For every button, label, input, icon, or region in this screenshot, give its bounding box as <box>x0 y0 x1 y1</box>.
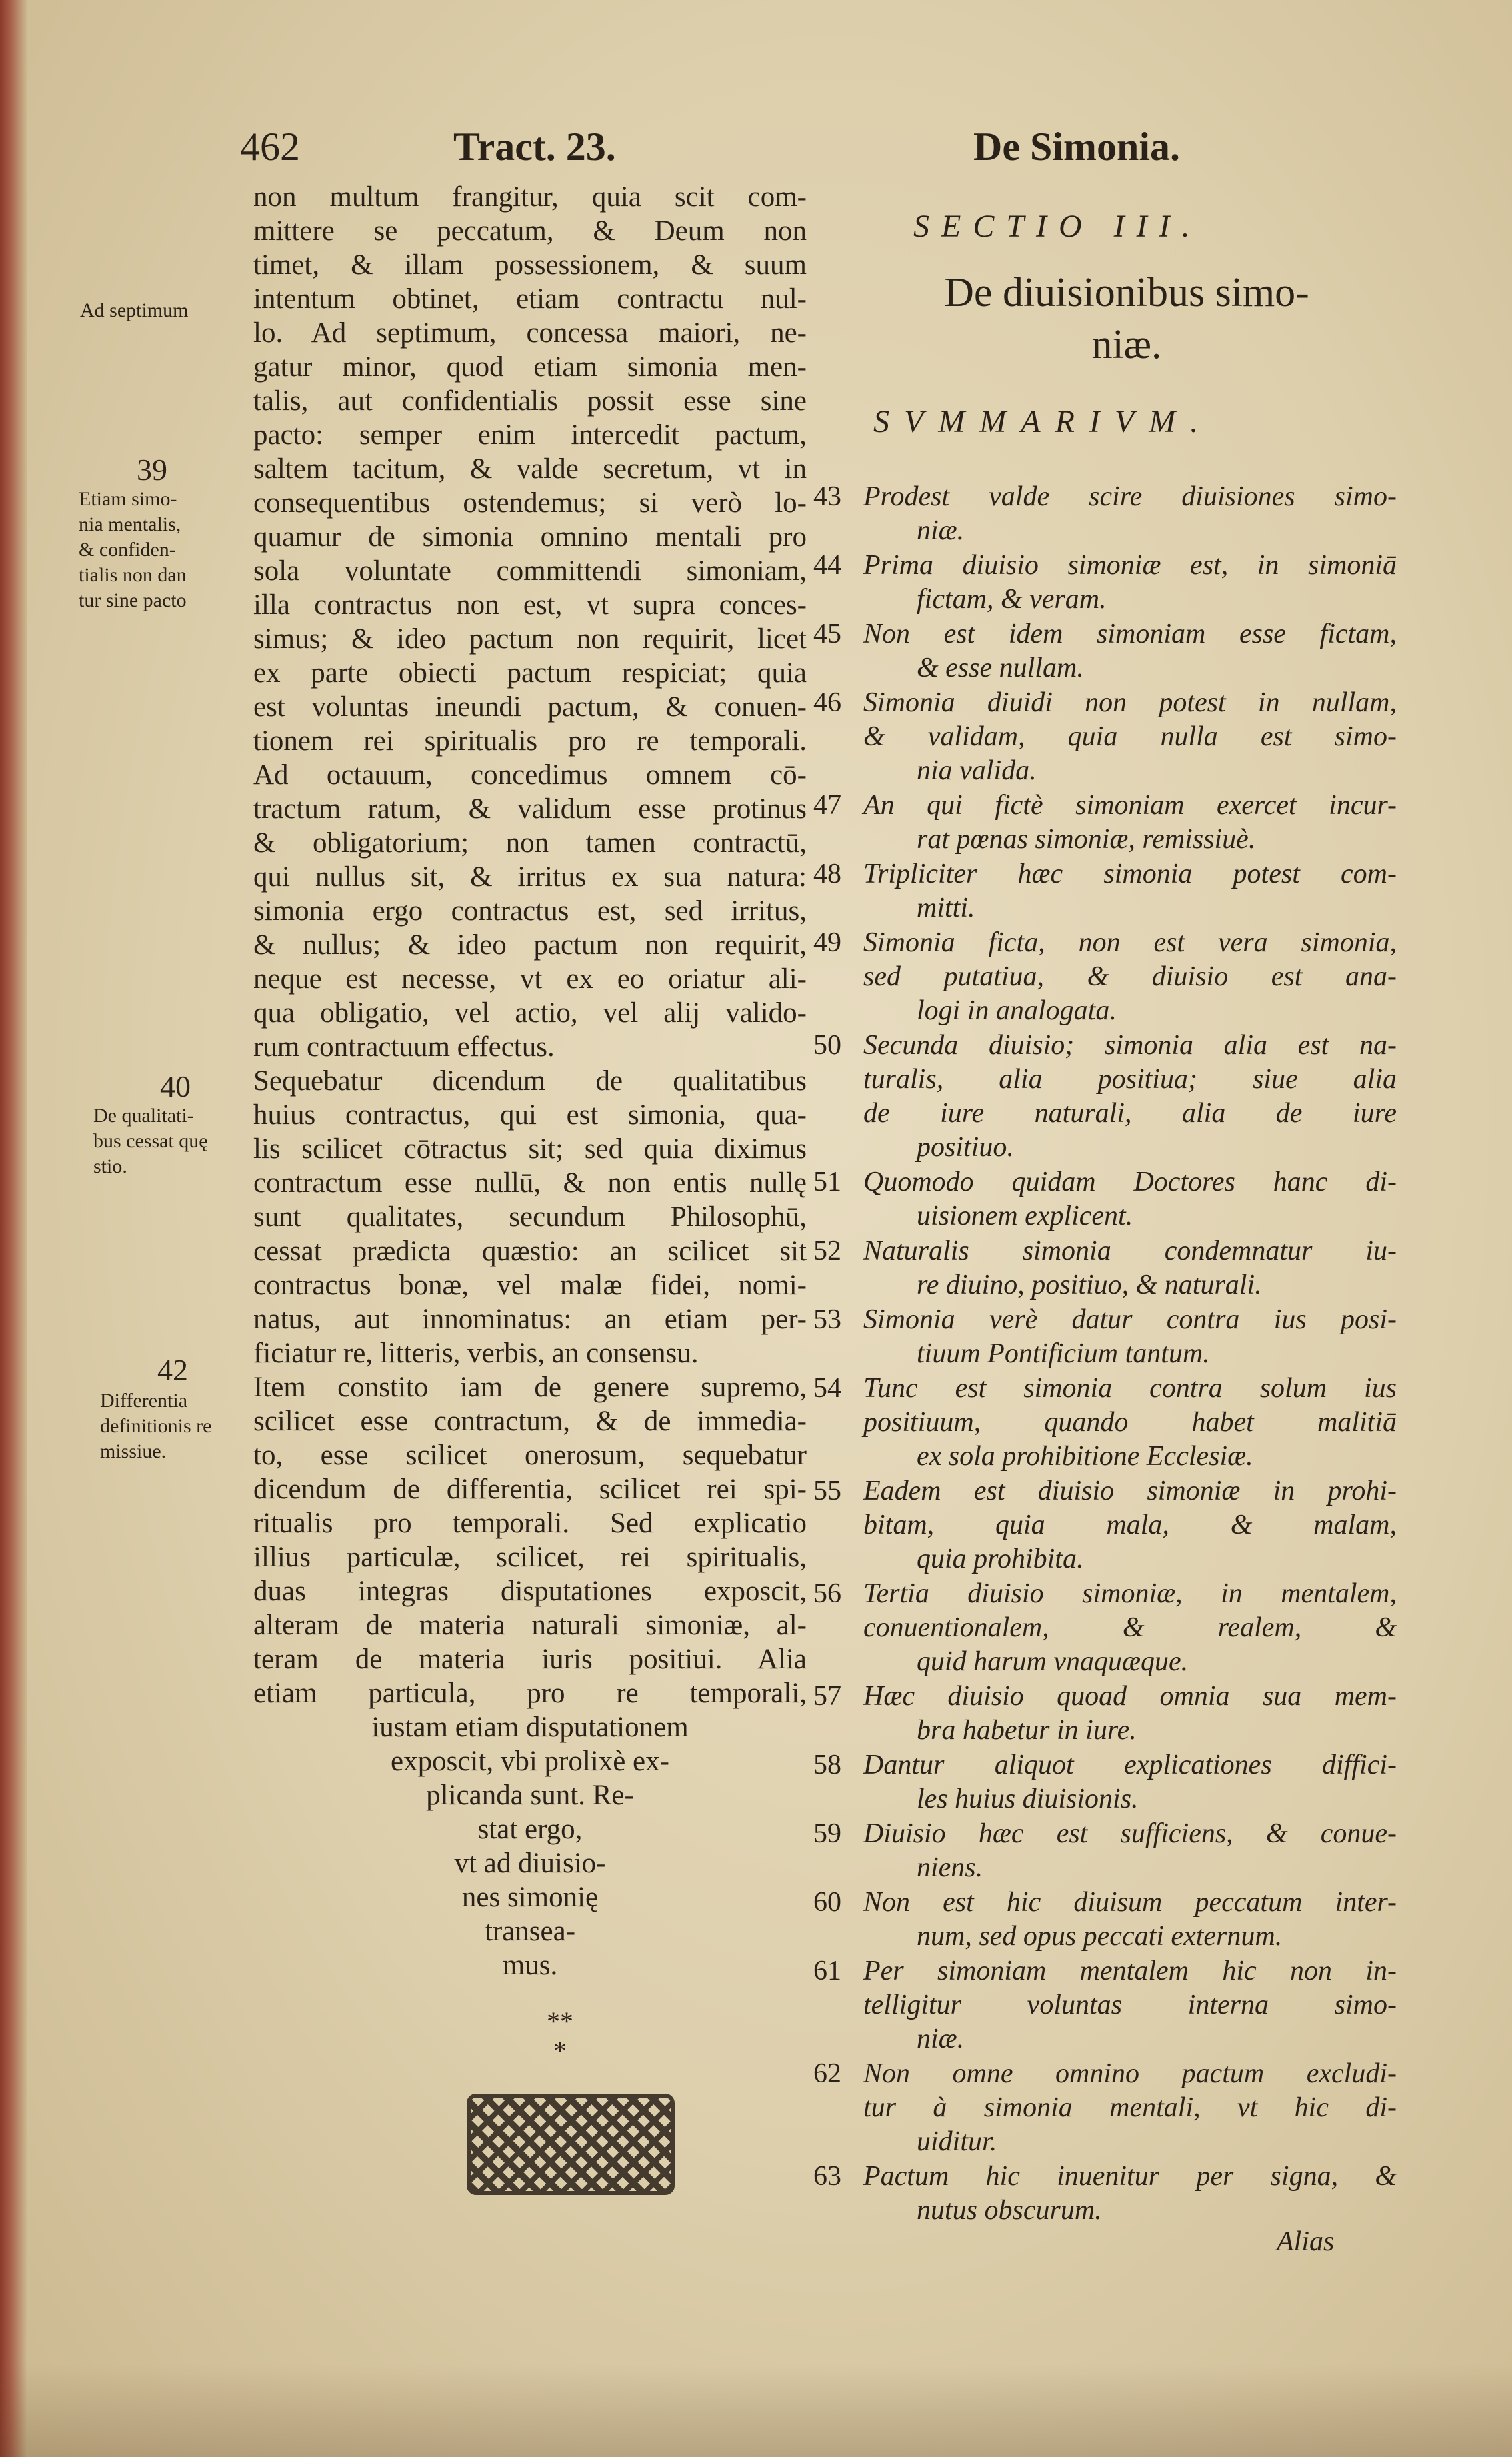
section-label: SECTIO III. <box>913 209 1202 244</box>
summary-entry <box>813 2160 1400 2228</box>
entry-text <box>863 789 1397 857</box>
body-line: natus, aut innominatus: an etiam per- <box>253 1304 807 1335</box>
body-line: saltem tacitum, & valde secretum, vt in <box>253 453 807 485</box>
entry-line: niens. <box>917 1852 983 1883</box>
entry-line: telligitur voluntas interna simo- <box>863 1990 1397 2020</box>
section-title-line: De diuisionibus simo- <box>944 270 1309 315</box>
summary-entry <box>813 1474 1400 1576</box>
margin-note-line: Etiam simo- <box>79 488 177 510</box>
entry-number: 55 <box>813 1476 841 1506</box>
body-line: simonia ergo contractus est, sed irritus, <box>253 895 807 927</box>
entry-text <box>863 1817 1397 1885</box>
entry-line: Non est idem simoniam esse fictam, <box>863 619 1397 649</box>
entry-number: 43 <box>813 481 841 512</box>
body-line: sola voluntate committendi simoniam, <box>253 555 807 587</box>
running-title-left: Tract. 23. <box>453 125 616 169</box>
margin-note-line: nia mentalis, <box>79 513 181 535</box>
entry-number: 51 <box>813 1167 841 1197</box>
body-line: huius contractus, qui est simonia, qua- <box>253 1099 807 1131</box>
body-line: simus; & ideo pactum non requirit, licet <box>253 623 807 655</box>
margin-note-line: Differentia <box>100 1390 188 1412</box>
summary-entry <box>813 1954 1400 2056</box>
body-line: cessat prædicta quæstio: an scilicet sit <box>253 1236 807 1267</box>
summary-entry <box>813 926 1400 1028</box>
entry-text <box>863 1303 1397 1371</box>
entry-line: Diuisio hæc est sufficiens, & conue- <box>863 1818 1397 1849</box>
section-title <box>867 267 1387 371</box>
entry-line: quia prohibita. <box>917 1544 1084 1574</box>
body-line: Ad octauum, concedimus omnem cō- <box>253 759 807 791</box>
entry-number: 50 <box>813 1030 841 1061</box>
summary-entry <box>813 1748 1400 1816</box>
margin-note-40 <box>93 1103 208 1179</box>
margin-note-line: bus cessat quę <box>93 1130 208 1152</box>
entry-text <box>863 1748 1397 1816</box>
margin-note-line: tur sine pacto <box>79 589 187 611</box>
summary-entry <box>813 480 1400 548</box>
section-title-line: niæ. <box>1091 322 1162 367</box>
summary-heading: SVMMARIVM. <box>873 404 1213 439</box>
body-line: Sequebatur dicendum de qualitatibus <box>253 1065 807 1097</box>
entry-line: Prima diuisio simoniæ est, in simoniā <box>863 550 1397 581</box>
summary-entry <box>813 789 1400 857</box>
entry-line: Tunc est simonia contra solum ius <box>863 1373 1397 1404</box>
entry-line: bra habetur in iure. <box>917 1715 1137 1746</box>
entry-text <box>863 686 1397 788</box>
body-line: & obligatorium; non tamen contractū, <box>253 827 807 859</box>
page-shadow <box>0 2364 1512 2457</box>
body-line: mittere se peccatum, & Deum non <box>253 215 807 247</box>
body-line: qua obligatio, vel actio, vel alij valido- <box>253 997 807 1029</box>
body-line: tionem rei spiritualis pro re temporali. <box>253 725 807 757</box>
body-line: illa contractus non est, vt supra conces- <box>253 589 807 621</box>
body-line: ex parte obiecti pactum respiciat; quia <box>253 657 807 689</box>
body-line: est voluntas ineundi pactum, & conuen- <box>253 691 807 723</box>
body-line: Item constito iam de genere supremo, <box>253 1372 807 1403</box>
entry-text <box>863 1474 1397 1576</box>
entry-number: 56 <box>813 1578 841 1609</box>
entry-text <box>863 1029 1397 1165</box>
summary-entry <box>813 857 1400 925</box>
entry-text <box>863 1577 1397 1679</box>
body-line: sunt qualitates, secundum Philosophū, <box>253 1201 807 1233</box>
body-line: gatur minor, quod etiam simonia men- <box>253 351 807 383</box>
summary-entry <box>813 1234 1400 1302</box>
entry-line: Naturalis simonia condemnatur iu- <box>863 1236 1397 1266</box>
body-line: quamur de simonia omnino mentali pro <box>253 521 807 553</box>
entry-number: 48 <box>813 859 841 889</box>
entry-text <box>863 2057 1397 2159</box>
body-line: rum contractuum effectus. <box>253 1031 555 1063</box>
entry-number: 54 <box>813 1373 841 1404</box>
entry-number: 53 <box>813 1304 841 1335</box>
entry-line: nutus obscurum. <box>917 2195 1102 2226</box>
binding-edge <box>0 0 27 2457</box>
entry-number: 44 <box>813 550 841 581</box>
margin-note-line: missiue. <box>100 1440 167 1462</box>
entry-number: 45 <box>813 619 841 649</box>
entry-line: rat pœnas simoniæ, remissiuè. <box>917 824 1256 855</box>
summary-entry <box>813 1165 1400 1234</box>
margin-note-line: definitionis re <box>100 1415 212 1437</box>
entry-number: 60 <box>813 1887 841 1918</box>
entry-text <box>863 1680 1397 1748</box>
margin-note-line: De qualitati- <box>93 1105 194 1127</box>
entry-text <box>863 926 1397 1028</box>
summary-entry <box>813 549 1400 617</box>
margin-note-line: tialis non dan <box>79 564 187 586</box>
entry-line: Simonia verè datur contra ius posi- <box>863 1304 1397 1335</box>
margin-number: 39 <box>137 453 167 487</box>
body-line: pacto: semper enim intercedit pactum, <box>253 419 807 451</box>
body-line: talis, aut confidentialis possit esse sine <box>253 385 807 417</box>
body-line: teram de materia iuris positiui. Alia <box>253 1644 807 1675</box>
body-line: exposcit, vbi prolixè ex- <box>391 1746 669 1777</box>
entry-line: niæ. <box>917 515 965 546</box>
entry-line: fictam, & veram. <box>917 584 1107 615</box>
body-line: tractum ratum, & validum esse protinus <box>253 793 807 825</box>
entry-line: ex sola prohibitione Ecclesiæ. <box>917 1441 1253 1472</box>
entry-line: Dantur aliquot explicationes diffici- <box>863 1750 1397 1780</box>
entry-line: niæ. <box>917 2024 965 2054</box>
entry-line: Hæc diuisio quoad omnia sua mem- <box>863 1681 1397 1712</box>
entry-text <box>863 1886 1397 1954</box>
entry-number: 61 <box>813 1956 841 1986</box>
body-line: neque est necesse, vt ex eo oriatur ali- <box>253 963 807 995</box>
entry-number: 63 <box>813 2161 841 2192</box>
entry-line: Secunda diuisio; simonia alia est na- <box>863 1030 1397 1061</box>
body-line: stat ergo, <box>477 1814 583 1845</box>
body-line: qui nullus sit, & irritus ex sua natura: <box>253 861 807 893</box>
body-line: dicendum de differentia, scilicet rei spi- <box>253 1474 807 1505</box>
entry-text <box>863 1234 1397 1302</box>
body-line: mus. <box>502 1950 558 1981</box>
body-line: transea- <box>484 1916 576 1947</box>
summary-entry <box>813 686 1400 788</box>
entry-text <box>863 857 1397 925</box>
body-line: alteram de materia naturali simoniæ, al- <box>253 1610 807 1641</box>
entry-number: 47 <box>813 790 841 821</box>
entry-line: nia valida. <box>917 755 1037 786</box>
entry-line: les huius diuisionis. <box>917 1784 1139 1814</box>
entry-text <box>863 549 1397 617</box>
entry-line: de iure naturali, alia de iure <box>863 1098 1397 1129</box>
entry-number: 52 <box>813 1236 841 1266</box>
entry-line: Non est hic diuisum peccatum inter- <box>863 1887 1397 1918</box>
entry-line: conuentionalem, & realem, & <box>863 1612 1397 1643</box>
body-line: lis scilicet cōtractus sit; sed quia diximus <box>253 1133 807 1165</box>
margin-note-septimum: Ad septimum <box>80 299 189 321</box>
entry-number: 58 <box>813 1750 841 1780</box>
entry-number: 57 <box>813 1681 841 1712</box>
summary-entry <box>813 2057 1400 2159</box>
entry-line: Tripliciter hæc simonia potest com- <box>863 859 1397 889</box>
entry-line: Eadem est diuisio simoniæ in prohi- <box>863 1476 1397 1506</box>
entry-line: An qui fictè simoniam exercet incur- <box>863 790 1397 821</box>
entry-number: 59 <box>813 1818 841 1849</box>
entry-line: & validam, quia nulla est simo- <box>863 721 1397 752</box>
entry-line: Non omne omnino pactum excludi- <box>863 2058 1397 2089</box>
entry-text <box>863 480 1397 548</box>
entry-line: Quomodo quidam Doctores hanc di- <box>863 1167 1397 1197</box>
entry-text <box>863 1165 1397 1234</box>
margin-number: 42 <box>157 1353 188 1387</box>
body-line: duas integras disputationes exposcit, <box>253 1576 807 1607</box>
left-column-text <box>253 180 807 1982</box>
margin-note-line: stio. <box>93 1155 127 1177</box>
summary-entry <box>813 617 1400 685</box>
entry-line: Per simoniam mentalem hic non in- <box>863 1956 1397 1986</box>
body-line: contractus bonæ, vel malæ fidei, nomi- <box>253 1270 807 1301</box>
entry-line: Tertia diuisio simoniæ, in mentalem, <box>863 1578 1397 1609</box>
entry-text <box>863 1372 1397 1474</box>
entry-line: tur à simonia mentali, vt hic di- <box>863 2092 1397 2123</box>
entry-number: 62 <box>813 2058 841 2089</box>
entry-number: 49 <box>813 927 841 958</box>
entry-line: & esse nullam. <box>917 653 1084 683</box>
body-line: ficiatur re, litteris, verbis, an consensu. <box>253 1338 699 1369</box>
body-line: illius particulæ, scilicet, rei spiritualis, <box>253 1542 807 1573</box>
body-line: contractum esse nullū, & non entis nullę <box>253 1167 807 1199</box>
body-line: timet, & illam possessionem, & suum <box>253 249 807 281</box>
body-line: scilicet esse contractum, & de immedia- <box>253 1406 807 1437</box>
summary-entry <box>813 1680 1400 1748</box>
entry-line: tiuum Pontificium tantum. <box>917 1338 1210 1369</box>
entry-line: positiuum, quando habet malitiā <box>863 1407 1397 1438</box>
body-line: intentum obtinet, etiam contractu nul- <box>253 283 807 315</box>
summary-entry <box>813 1029 1400 1165</box>
entry-line: bitam, quia mala, & malam, <box>863 1510 1397 1540</box>
running-title-right: De Simonia. <box>973 125 1181 169</box>
margin-note-42 <box>100 1388 211 1464</box>
margin-note-39 <box>79 487 187 613</box>
summary-entry <box>813 1303 1400 1371</box>
body-line: vt ad diuisio- <box>454 1848 606 1879</box>
entry-line: Prodest valde scire diuisiones simo- <box>863 481 1397 512</box>
entry-line: positiuo. <box>917 1132 1014 1163</box>
asterisk-ornament: ** * <box>547 2006 573 2066</box>
entry-line: turalis, alia positiua; siue alia <box>863 1064 1397 1095</box>
page-number: 462 <box>240 125 300 169</box>
margin-note-line: & confiden- <box>79 539 176 561</box>
entry-line: quid harum vnaquæque. <box>917 1646 1189 1677</box>
body-line: etiam particula, pro re temporali, <box>253 1678 807 1709</box>
body-line: ritualis pro temporali. Sed explicatio <box>253 1508 807 1539</box>
entry-line: mitti. <box>917 893 975 923</box>
entry-line: Pactum hic inuenitur per signa, & <box>863 2161 1397 2192</box>
body-line: nes simonię <box>461 1882 599 1913</box>
summary-entry <box>813 1817 1400 1885</box>
entry-line: num, sed opus peccati externum. <box>917 1921 1283 1952</box>
printer-ornament <box>467 2094 675 2195</box>
entry-text <box>863 617 1397 685</box>
entry-line: Simonia diuidi non potest in nullam, <box>863 687 1397 718</box>
body-line: lo. Ad septimum, concessa maiori, ne- <box>253 317 807 349</box>
entry-line: uisionem explicent. <box>917 1201 1133 1232</box>
summary-entry <box>813 1372 1400 1474</box>
summary-entry <box>813 1886 1400 1954</box>
entry-text <box>863 2160 1397 2228</box>
body-line: to, esse scilicet onerosum, sequebatur <box>253 1440 807 1471</box>
body-line: iustam etiam disputationem <box>371 1712 689 1743</box>
entry-line: sed putatiua, & diuisio est ana- <box>863 961 1397 992</box>
summary-entry <box>813 1577 1400 1679</box>
body-line: non multum frangitur, quia scit com- <box>253 181 807 213</box>
entry-text <box>863 1954 1397 2056</box>
entry-line: uiditur. <box>917 2126 997 2157</box>
body-line: plicanda sunt. Re- <box>426 1780 634 1811</box>
body-line: consequentibus ostendemus; si verò lo- <box>253 487 807 519</box>
catchword: Alias <box>1277 2226 1335 2257</box>
entry-line: logi in analogata. <box>917 995 1117 1026</box>
body-line: & nullus; & ideo pactum non requirit, <box>253 929 807 961</box>
entry-line: re diuino, positiuo, & naturali. <box>917 1270 1262 1300</box>
entry-number: 46 <box>813 687 841 718</box>
margin-number: 40 <box>160 1069 191 1103</box>
entry-line: Simonia ficta, non est vera simonia, <box>863 927 1397 958</box>
